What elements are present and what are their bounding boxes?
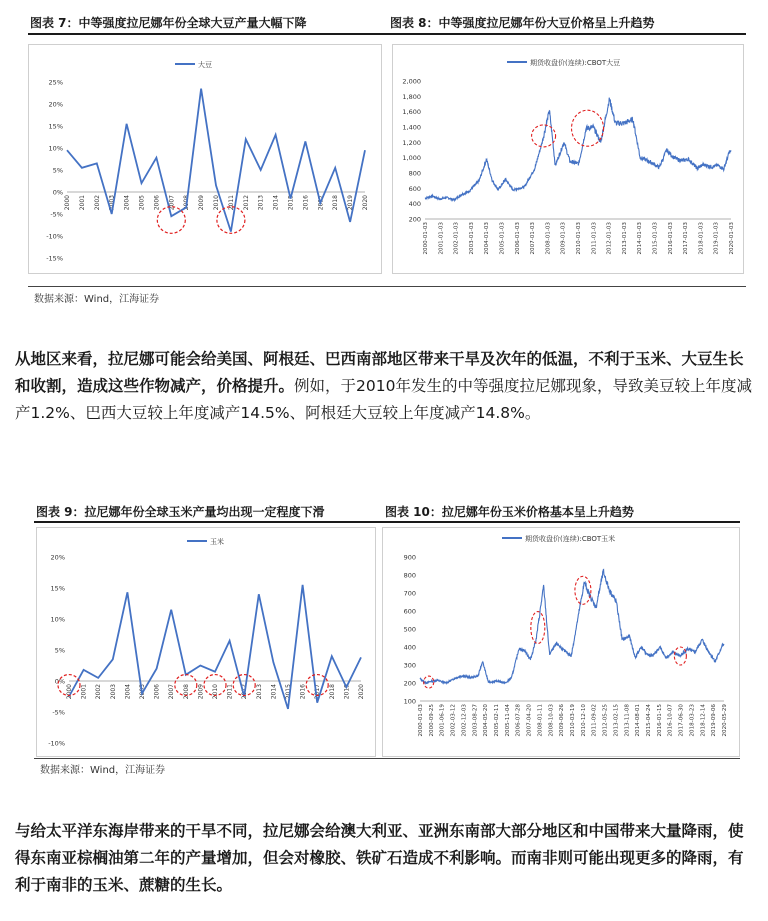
x-tick-label: 2020-05-29 bbox=[722, 704, 728, 737]
paragraph-1-bold: 从地区来看，拉尼娜可能会给美国、阿根廷、巴西南部地区带来干旱及次年的低温，不利于玉米、大豆生长和收割，造成这些作物减产，价格提升。 bbox=[15, 350, 744, 395]
paragraph-1-normal: 例如，于2010年发生的中等强度拉尼娜现象，导致美豆较上年度减产1.2%、巴西大豆较上年度减产14.5%、阿根廷大豆较上年度减产14.8%。 bbox=[15, 377, 752, 422]
data-series-line bbox=[425, 98, 731, 201]
x-tick-label: 2008-01-03 bbox=[545, 222, 552, 255]
chart-fig9-svg bbox=[37, 528, 377, 758]
x-tick-label: 2000-01-03 bbox=[423, 222, 429, 255]
y-tick-label: 1,000 bbox=[402, 154, 421, 163]
x-tick-label: 2003-08-27 bbox=[472, 704, 479, 737]
x-tick-label: 2016 bbox=[299, 684, 307, 700]
chart-fig10 bbox=[382, 527, 740, 757]
y-tick-label: 600 bbox=[403, 607, 416, 616]
x-tick-label: 2010-03-19 bbox=[570, 704, 576, 737]
x-tick-label: 2002-03-12 bbox=[450, 704, 457, 737]
x-tick-label: 2009 bbox=[198, 195, 206, 211]
y-tick-label: 15% bbox=[50, 584, 65, 593]
y-tick-label: 25% bbox=[48, 78, 63, 87]
y-tick-label: 700 bbox=[403, 589, 416, 598]
y-tick-label: 0% bbox=[54, 677, 65, 686]
x-tick-label: 2004 bbox=[124, 684, 132, 700]
legend-label: 大豆 bbox=[198, 61, 212, 69]
y-tick-label: 100 bbox=[403, 697, 416, 706]
chart-fig9 bbox=[36, 527, 376, 757]
x-tick-label: 2006 bbox=[153, 195, 161, 211]
y-tick-label: 600 bbox=[408, 184, 421, 193]
y-tick-label: 200 bbox=[403, 679, 416, 688]
source-note-bottom: 数据来源：Wind，江海证券 bbox=[40, 765, 166, 776]
x-tick-label: 2015 bbox=[287, 195, 295, 211]
paragraph-2 bbox=[15, 818, 755, 899]
x-tick-label: 2001 bbox=[80, 684, 88, 700]
x-tick-label: 2014 bbox=[272, 195, 280, 211]
y-tick-label: 400 bbox=[408, 200, 421, 209]
x-tick-label: 2002-12-03 bbox=[461, 704, 468, 737]
x-tick-label: 2016-10-07 bbox=[667, 704, 674, 737]
y-tick-label: -10% bbox=[48, 739, 65, 748]
y-tick-label: 900 bbox=[403, 553, 416, 562]
x-tick-label: 2007 bbox=[168, 684, 176, 700]
x-tick-label: 2016-01-15 bbox=[656, 704, 663, 737]
x-tick-label: 2004-05-20 bbox=[483, 704, 490, 737]
y-tick-label: 1,200 bbox=[402, 138, 421, 147]
x-tick-label: 2000-09-25 bbox=[428, 704, 435, 737]
chart-fig7-svg bbox=[29, 45, 383, 275]
x-tick-label: 2005-01-03 bbox=[499, 222, 506, 255]
y-tick-label: 5% bbox=[52, 166, 63, 175]
x-tick-label: 2000 bbox=[64, 195, 71, 211]
x-tick-label: 2012 bbox=[242, 195, 250, 211]
x-tick-label: 2009-06-26 bbox=[559, 704, 566, 737]
x-tick-label: 2013-11-08 bbox=[624, 704, 631, 737]
legend-label: 期货收盘价(连续):CBOT大豆 bbox=[530, 59, 621, 67]
fig7-title: 图表 7：中等强度拉尼娜年份全球大豆产量大幅下降 bbox=[30, 16, 307, 30]
legend-label: 期货收盘价(连续):CBOT玉米 bbox=[525, 535, 616, 543]
y-tick-label: 20% bbox=[50, 553, 65, 562]
x-tick-label: 2004-01-03 bbox=[484, 222, 491, 255]
x-tick-label: 2017 bbox=[317, 195, 325, 211]
x-tick-label: 2004 bbox=[123, 195, 131, 211]
top-source-rule bbox=[28, 286, 746, 287]
y-tick-label: 300 bbox=[403, 661, 416, 670]
x-tick-label: 2015 bbox=[285, 684, 292, 700]
x-tick-label: 2010 bbox=[213, 195, 220, 211]
x-tick-label: 2011 bbox=[227, 195, 235, 211]
x-tick-label: 2013 bbox=[255, 684, 263, 700]
bottom-header-rule bbox=[34, 521, 740, 523]
x-tick-label: 2017 bbox=[314, 684, 322, 700]
x-tick-label: 2001-06-19 bbox=[439, 704, 446, 737]
x-tick-label: 2015-04-24 bbox=[646, 704, 652, 737]
fig10-title: 图表 10：拉尼娜年份玉米价格基本呈上升趋势 bbox=[385, 505, 634, 519]
y-tick-label: 10% bbox=[50, 615, 65, 624]
y-tick-label: 10% bbox=[48, 144, 63, 153]
x-tick-label: 2007 bbox=[168, 195, 176, 211]
x-tick-label: 2003-01-03 bbox=[468, 222, 475, 255]
x-tick-label: 2010-01-03 bbox=[576, 222, 582, 255]
y-tick-label: 500 bbox=[403, 625, 416, 634]
y-tick-label: -5% bbox=[52, 708, 65, 717]
x-tick-label: 2019-09-06 bbox=[711, 704, 718, 737]
x-tick-label: 2018-01-03 bbox=[698, 222, 705, 255]
y-tick-label: 5% bbox=[54, 646, 65, 655]
x-tick-label: 2008 bbox=[182, 684, 190, 700]
x-tick-label: 2016-01-03 bbox=[667, 222, 674, 255]
y-tick-label: 400 bbox=[403, 643, 416, 652]
y-tick-label: 15% bbox=[48, 122, 63, 131]
y-tick-label: 1,800 bbox=[402, 92, 421, 101]
x-tick-label: 2014 bbox=[270, 684, 278, 700]
x-tick-label: 2003 bbox=[108, 195, 116, 211]
chart-fig8 bbox=[392, 44, 744, 274]
x-tick-label: 2006-01-03 bbox=[514, 222, 521, 255]
chart-fig10-svg bbox=[383, 528, 741, 758]
x-tick-label: 2012 bbox=[241, 684, 249, 700]
x-tick-label: 2017-01-03 bbox=[683, 222, 690, 255]
y-tick-label: 2,000 bbox=[402, 77, 421, 86]
fig9-title: 图表 9：拉尼娜年份全球玉米产量均出现一定程度下滑 bbox=[36, 505, 325, 519]
x-tick-label: 2002 bbox=[93, 195, 101, 211]
x-tick-label: 2001-01-03 bbox=[438, 222, 445, 255]
x-tick-label: 2008-10-03 bbox=[548, 704, 555, 737]
y-tick-label: 1,400 bbox=[402, 123, 421, 132]
x-tick-label: 2017-06-30 bbox=[678, 704, 685, 737]
x-tick-label: 2009-01-03 bbox=[560, 222, 567, 255]
paragraph-2-bold: 与给太平洋东海岸带来的干旱不同，拉尼娜会给澳大利亚、亚洲东南部大部分地区和中国带来大量降雨，使得东南亚棕榈油第二年的产量增加，但会对橡胶、铁矿石造成不利影响。而南非则可能出现更多的降雨，有利于南非的玉米、蔗糖的生长。 bbox=[15, 822, 744, 894]
x-tick-label: 2000 bbox=[66, 684, 73, 700]
x-tick-label: 2007-04-20 bbox=[526, 704, 533, 737]
x-tick-label: 2020 bbox=[362, 195, 369, 211]
x-tick-label: 2006 bbox=[153, 684, 161, 700]
source-note-top: 数据来源：Wind，江海证券 bbox=[34, 294, 160, 305]
x-tick-label: 2013 bbox=[257, 195, 265, 211]
x-tick-label: 2011 bbox=[226, 684, 234, 700]
fig8-title: 图表 8：中等强度拉尼娜年份大豆价格呈上升趋势 bbox=[390, 16, 655, 30]
x-tick-label: 2005 bbox=[139, 684, 146, 700]
x-tick-label: 2008-01-11 bbox=[537, 704, 544, 737]
x-tick-label: 2014-08-01 bbox=[635, 704, 642, 737]
x-tick-label: 2014-01-03 bbox=[637, 222, 644, 255]
x-tick-label: 2002-01-03 bbox=[453, 222, 460, 255]
x-tick-label: 2005-11-04 bbox=[504, 704, 511, 737]
y-tick-label: 0% bbox=[52, 188, 63, 197]
x-tick-label: 2018 bbox=[328, 684, 336, 700]
x-tick-label: 2010-12-10 bbox=[580, 704, 587, 737]
y-tick-label: -15% bbox=[46, 254, 63, 263]
x-tick-label: 2018-12-14 bbox=[700, 704, 707, 737]
x-tick-label: 2000-01-03 bbox=[418, 704, 424, 737]
x-tick-label: 2018 bbox=[332, 195, 340, 211]
x-tick-label: 2016 bbox=[302, 195, 310, 211]
x-tick-label: 2002 bbox=[95, 684, 103, 700]
x-tick-label: 2009 bbox=[197, 684, 205, 700]
y-tick-label: -10% bbox=[46, 232, 63, 241]
top-header-rule bbox=[28, 33, 746, 35]
bottom-source-rule bbox=[34, 758, 740, 759]
y-tick-label: 200 bbox=[408, 215, 421, 224]
x-tick-label: 2020-01-03 bbox=[729, 222, 735, 255]
y-tick-label: 800 bbox=[408, 169, 421, 178]
x-tick-label: 2005-02-11 bbox=[494, 704, 500, 737]
x-tick-label: 2011-09-02 bbox=[591, 704, 598, 737]
chart-fig8-svg bbox=[393, 45, 745, 275]
x-tick-label: 2013-02-15 bbox=[613, 704, 620, 737]
x-tick-label: 2006-07-28 bbox=[515, 704, 522, 737]
x-tick-label: 2015-01-03 bbox=[652, 222, 659, 255]
paragraph-1 bbox=[15, 346, 755, 427]
x-tick-label: 2011-01-03 bbox=[591, 222, 598, 255]
y-tick-label: 1,600 bbox=[402, 108, 421, 117]
x-tick-label: 2019 bbox=[343, 684, 351, 700]
x-tick-label: 2020 bbox=[358, 684, 365, 700]
x-tick-label: 2010 bbox=[212, 684, 219, 700]
x-tick-label: 2001 bbox=[78, 195, 86, 211]
x-tick-label: 2019 bbox=[347, 195, 355, 211]
x-tick-label: 2012-05-25 bbox=[602, 704, 609, 737]
x-tick-label: 2018-03-23 bbox=[689, 704, 696, 737]
x-tick-label: 2013-01-03 bbox=[621, 222, 628, 255]
chart-fig7 bbox=[28, 44, 382, 274]
x-tick-label: 2003 bbox=[109, 684, 117, 700]
x-tick-label: 2007-01-03 bbox=[530, 222, 537, 255]
x-tick-label: 2008 bbox=[183, 195, 191, 211]
data-series-line bbox=[420, 570, 724, 684]
x-tick-label: 2019-01-03 bbox=[713, 222, 720, 255]
x-tick-label: 2005 bbox=[138, 195, 146, 211]
y-tick-label: 800 bbox=[403, 571, 416, 580]
y-tick-label: 20% bbox=[48, 100, 63, 109]
legend-label: 玉米 bbox=[210, 538, 224, 546]
y-tick-label: -5% bbox=[50, 210, 63, 219]
x-tick-label: 2012-01-03 bbox=[606, 222, 613, 255]
